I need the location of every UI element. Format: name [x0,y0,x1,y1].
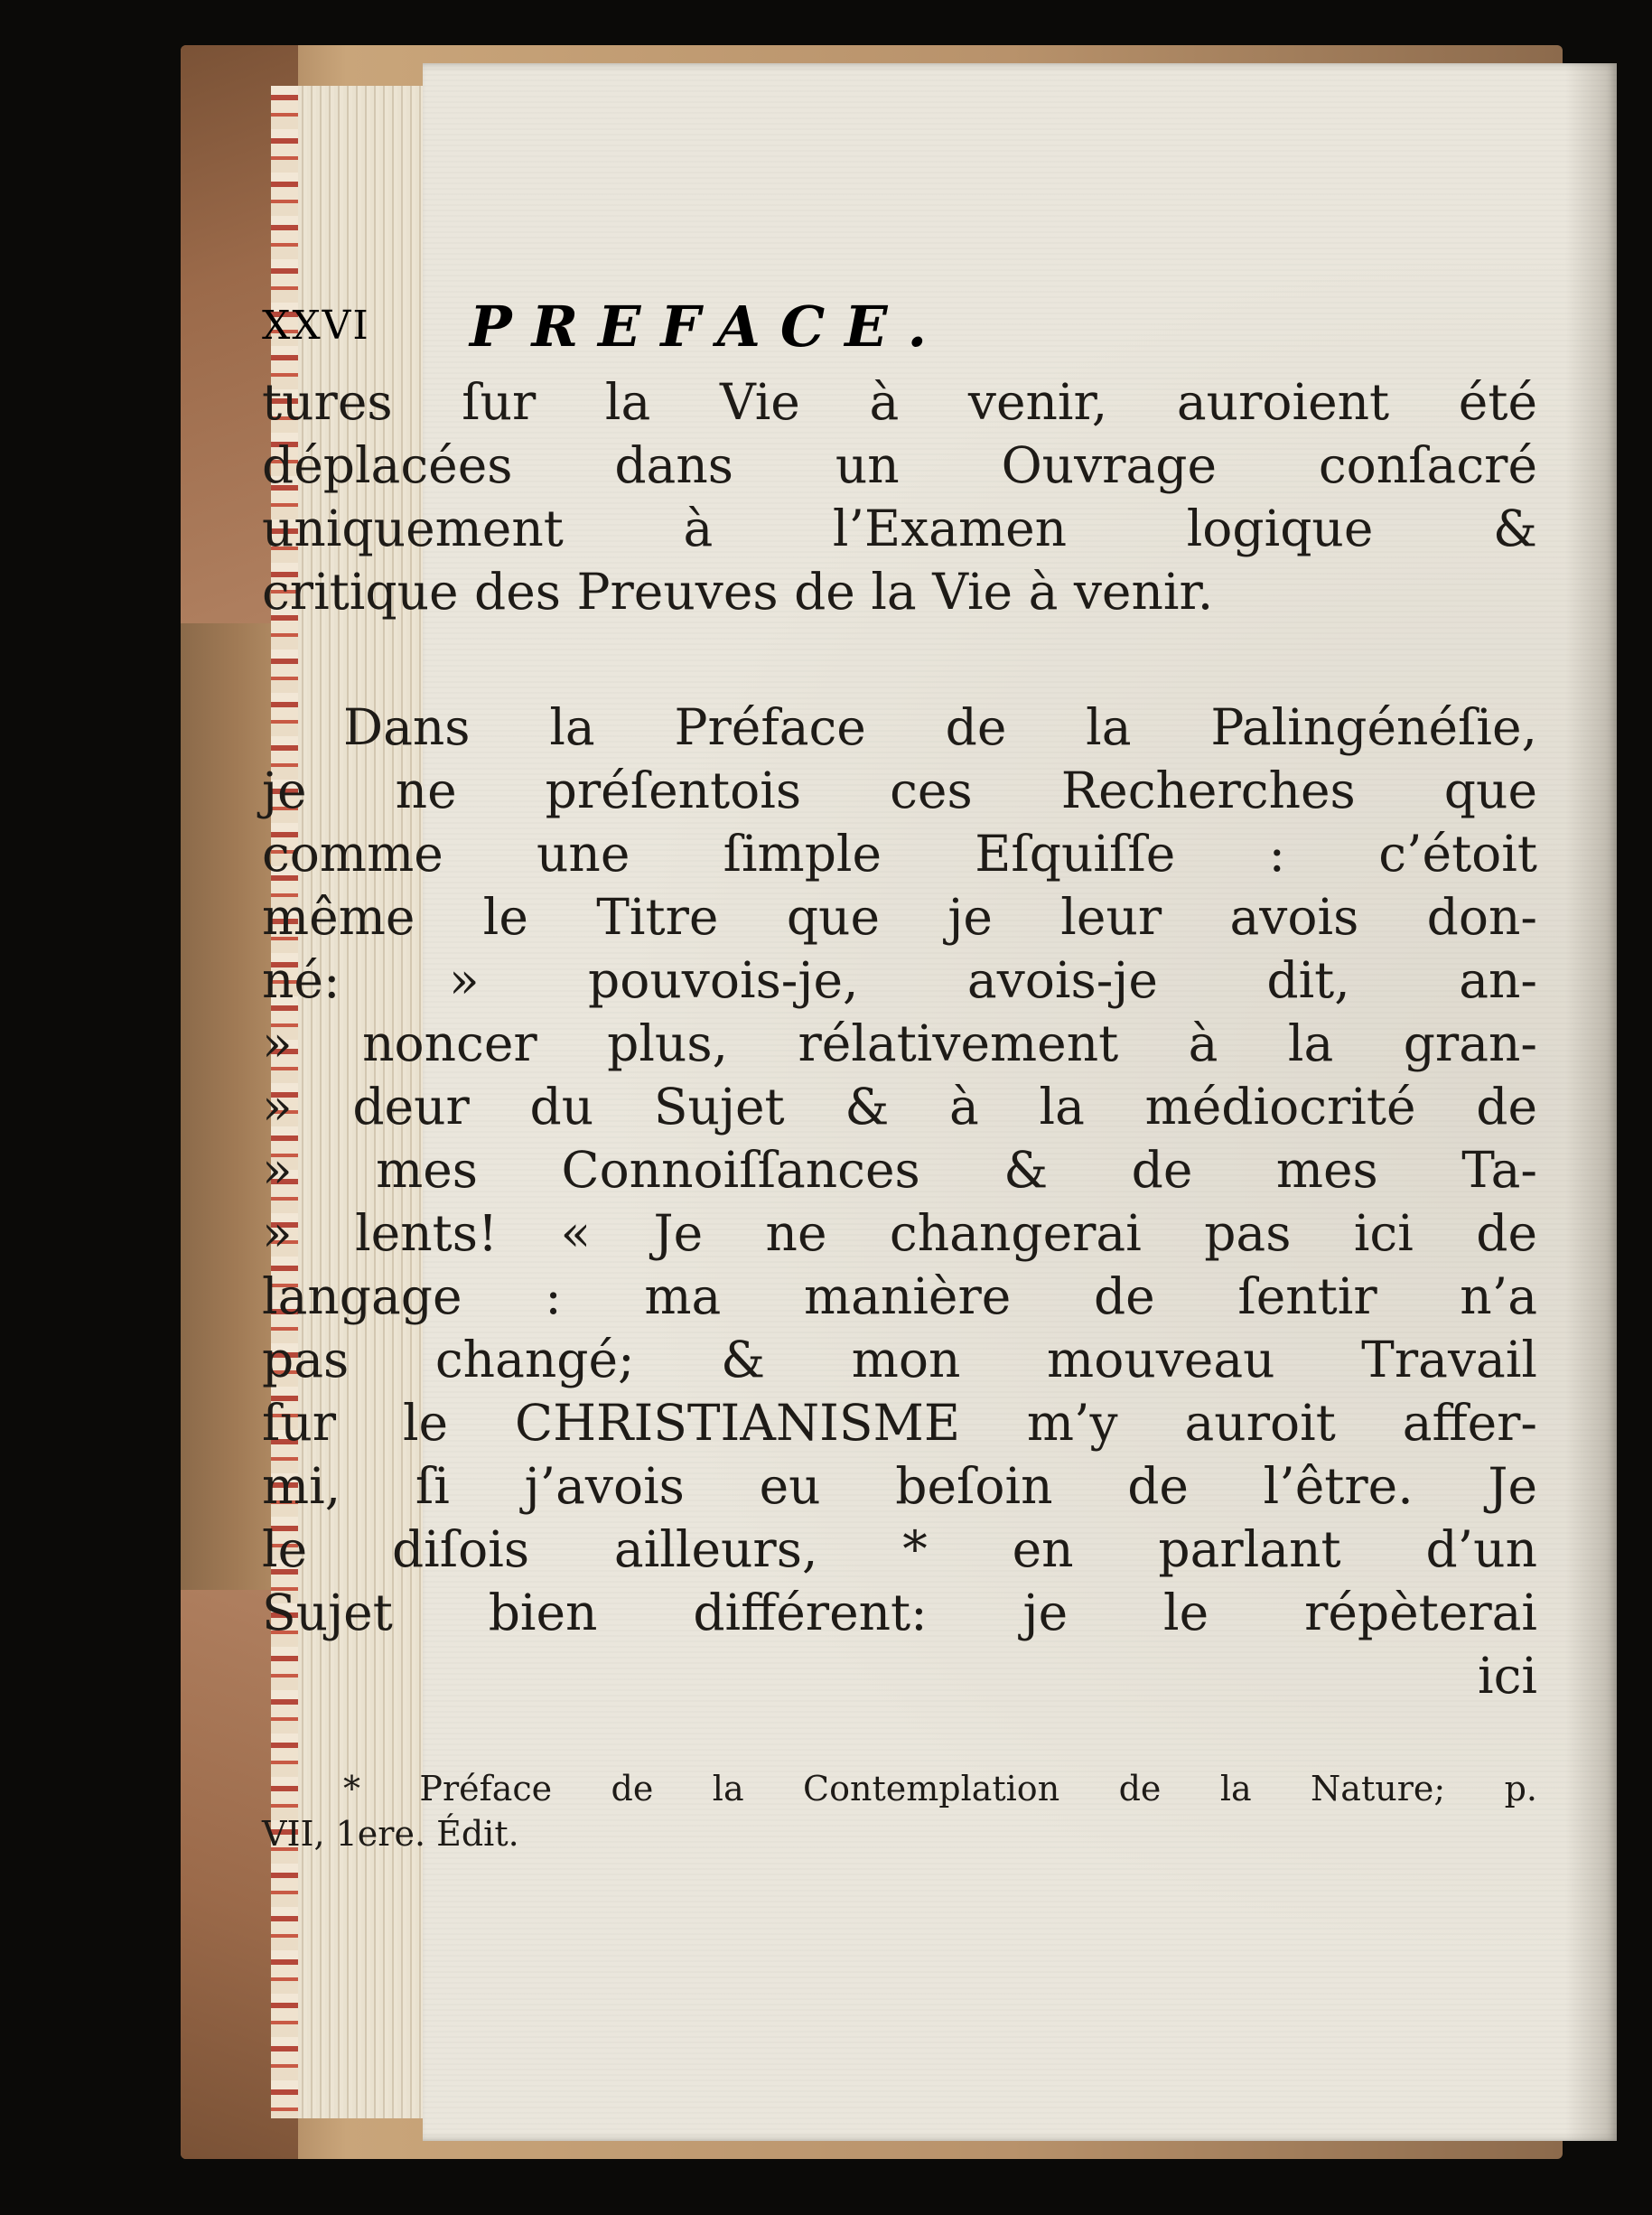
text-line: mi, ſi j’avois eu beſoin de l’être. Je [262,1457,1537,1515]
text-line: langage : ma manière de ſentir n’a [262,1267,1537,1325]
text-line: le diſois ailleurs, * en parlant d’un [262,1520,1537,1578]
gutter-shadow [1565,63,1619,2141]
text-line: ſur le CHRISTIANISME m’y auroit affer- [262,1394,1537,1452]
text-line: » noncer plus, rélativement à la gran- [262,1014,1537,1072]
paragraph-main [262,696,1537,1707]
text-line: uniquement à l’Examen logique & [262,500,1537,557]
paragraph-continued [262,370,1537,623]
text-line: je ne préſentois ces Recherches que [262,762,1537,819]
catchword: ici [1478,1647,1537,1705]
text-line: pas changé; & mon mouveau Travail [262,1331,1537,1388]
page-header [262,294,1537,370]
text-line: Sujet bien différent: je le répèterai [262,1584,1537,1641]
text-line: » lents! « Je ne changerai pas ici de [262,1204,1537,1262]
footnote-line: * Préface de la Contemplation de la Nature; p. [343,1769,1537,1808]
text-line: » mes Connoiſſances & de mes Ta- [262,1141,1537,1199]
running-head: PREFACE. [470,294,947,360]
text-line: né: » pouvois-je, avois-je dit, an- [262,951,1537,1009]
text-line: même le Titre que je leur avois don- [262,888,1537,946]
background-edge [1617,0,1652,2215]
footnote [262,1766,1537,1856]
footnote-line: VII, 1ere. Édit. [262,1814,519,1854]
text-line: tures ſur la Vie à venir, auroient été [262,373,1537,431]
page-number: XXVI [262,303,370,349]
text-line: » deur du Sujet & à la médiocrité de [262,1078,1537,1136]
text-line: comme une ſimple Eſquiſſe : c’étoit [262,825,1537,883]
text-line: critique des Preuves de la Vie à venir. [262,563,1214,621]
text-line: déplacées dans un Ouvrage conſacré [262,436,1537,494]
text-line: Dans la Préface de la Palingénéſie, [343,698,1537,756]
